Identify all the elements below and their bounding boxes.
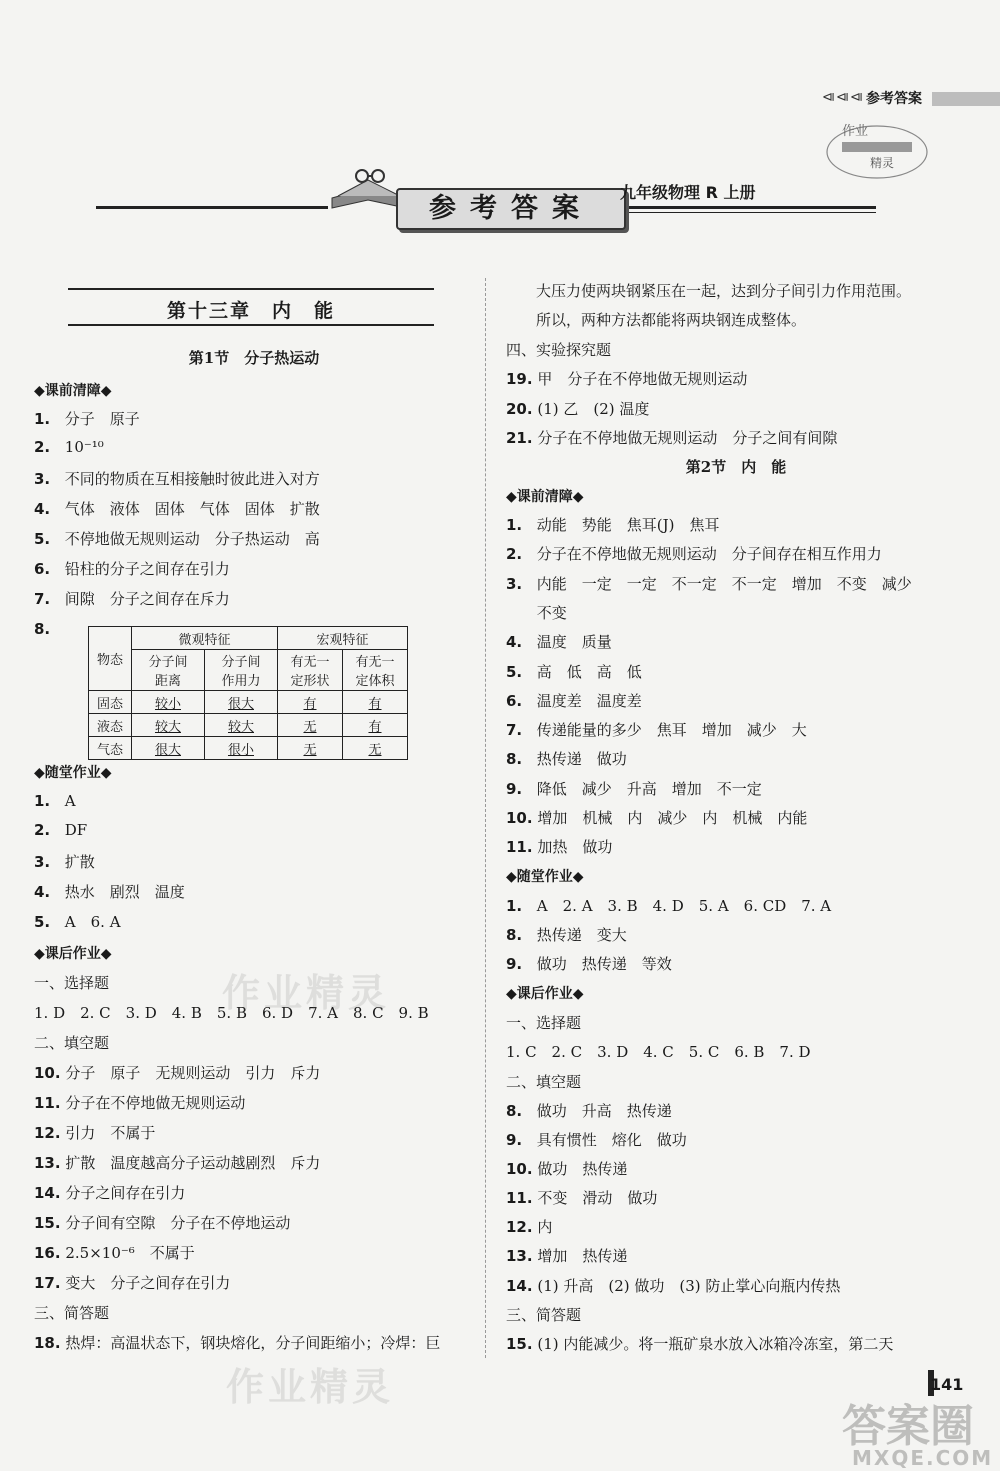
answer-item: 10. 增加 机械 内 减少 内 机械 内能	[506, 809, 808, 827]
answer-item: 12. 引力 不属于	[34, 1124, 156, 1142]
answer-item: 8. 做功 升高 热传递	[506, 1102, 672, 1120]
stamp-text: 作业	[842, 124, 869, 139]
subsection-short: 三、简答题	[506, 1306, 582, 1324]
answer-item: 8.	[34, 620, 51, 638]
answer-item: 6. 温度差 温度差	[506, 692, 642, 710]
subsection-choice: 一、选择题	[506, 1014, 582, 1032]
left-column	[34, 0, 474, 1471]
answer-item: 15. 分子间有空隙 分子在不停地运动	[34, 1214, 291, 1232]
page-title: 参考答案	[396, 188, 626, 230]
continued-text: 所以，两种方法都能将两块钢连成整体。	[536, 311, 807, 329]
choice-answers: 1. C 2. C 3. D 4. C 5. C 6. B 7. D	[506, 1043, 811, 1061]
answer-item: 2. DF	[34, 821, 88, 839]
in-class-heading: ◆随堂作业◆	[34, 765, 112, 781]
answer-item: 13. 扩散 温度越高分子运动越剧烈 斥力	[34, 1154, 321, 1172]
after-class-heading: ◆课后作业◆	[34, 946, 112, 962]
watermark: 作业精灵	[222, 971, 391, 1015]
page-number: 141	[930, 1375, 964, 1394]
table-header: 微观特征	[132, 627, 278, 650]
answer-item: 9. 具有惯性 熔化 做功	[506, 1131, 687, 1149]
answer-item: 8. 热传递 做功	[506, 750, 627, 768]
states-table	[88, 626, 408, 760]
answer-item: 16. 2.5×10⁻⁶ 不属于	[34, 1244, 195, 1262]
answer-item: 9. 降低 减少 升高 增加 不一定	[506, 780, 762, 798]
answer-item: 8. 热传递 变大	[506, 926, 627, 944]
in-class-heading: ◆随堂作业◆	[506, 869, 584, 885]
stamp-text-2: 精灵	[870, 156, 895, 170]
answer-item: 3. 扩散	[34, 853, 95, 871]
choice-answers: 1. D 2. C 3. D 4. B 5. B 6. D 7. A 8. C 9. B	[34, 1004, 429, 1022]
answer-item: 5. A 6. A	[34, 913, 121, 931]
answer-item: 2. 10⁻¹⁰	[34, 438, 104, 456]
grade-label: 九年级物理 R 上册	[620, 183, 756, 202]
answer-item: 10. 做功 热传递	[506, 1160, 628, 1178]
subsection-choice: 一、选择题	[34, 974, 110, 992]
table-header: 有无一 定形状	[278, 650, 343, 691]
table-header: 物态	[89, 627, 132, 691]
watermark: 作业精灵	[226, 1365, 395, 1409]
chapter-title: 第十三章 内 能	[166, 300, 335, 322]
continued-text: 大压力使两块钢紧压在一起，达到分子间引力作用范围。	[536, 282, 912, 300]
answer-item: 11. 分子在不停地做无规则运动	[34, 1094, 246, 1112]
corner-logo	[812, 1380, 1000, 1471]
answer-item: 4. 热水 剧烈 温度	[34, 883, 185, 901]
answer-item: 5. 不停地做无规则运动 分子热运动 高	[34, 530, 320, 548]
after-class-heading: ◆课后作业◆	[506, 986, 584, 1002]
answer-item: 3. 不同的物质在互相接触时彼此进入对方	[34, 470, 320, 488]
corner-logo-url: MXQE.COM	[852, 1446, 994, 1470]
answer-item: 12. 内	[506, 1218, 553, 1236]
pre-class-heading: ◆课前清障◆	[34, 383, 112, 399]
corner-logo-text: 答案圈	[842, 1401, 974, 1452]
answer-item: 2. 分子在不停地做无规则运动 分子间存在相互作用力	[506, 545, 882, 563]
answer-item: 1. A 2. A 3. B 4. D 5. A 6. CD 7. A	[506, 897, 832, 915]
table-header: 分子间 作用力	[205, 650, 278, 691]
subsection-short: 三、简答题	[34, 1304, 110, 1322]
answer-item: 3. 内能 一定 一定 不一定 不一定 增加 不变 减少	[506, 575, 912, 593]
right-column	[506, 0, 966, 1471]
answer-item: 7. 传递能量的多少 焦耳 增加 减少 大	[506, 721, 807, 739]
answer-item: 7. 间隙 分子之间存在斥力	[34, 590, 230, 608]
table-header: 宏观特征	[278, 627, 408, 650]
column-divider	[485, 278, 486, 1358]
answer-item: 19. 甲 分子在不停地做无规则运动	[506, 370, 748, 388]
table-row: 固态 较小 很大 有 有	[89, 691, 408, 714]
answer-item: 不变	[536, 604, 567, 622]
answer-item: 9. 做功 热传递 等效	[506, 955, 672, 973]
header-tab-label: 参考答案	[866, 91, 922, 107]
answer-item: 17. 变大 分子之间存在引力	[34, 1274, 231, 1292]
answer-item: 11. 加热 做功	[506, 838, 613, 856]
answer-item: 13. 增加 热传递	[506, 1247, 628, 1265]
subsection-fill: 二、填空题	[34, 1034, 110, 1052]
answer-item: 20. (1) 乙 (2) 温度	[506, 400, 650, 418]
answer-item: 4. 气体 液体 固体 气体 固体 扩散	[34, 500, 320, 518]
pre-class-heading: ◆课前清障◆	[506, 489, 584, 505]
table-row: 气态 很大 很小 无 无	[89, 737, 408, 760]
arrow-icons: ⧏⧏⧏	[822, 90, 864, 105]
table-header: 有无一 定体积	[343, 650, 408, 691]
answer-item: 6. 铅柱的分子之间存在引力	[34, 560, 230, 578]
subsection-fill: 二、填空题	[506, 1073, 582, 1091]
answer-item: 14. (1) 升高 (2) 做功 (3) 防止掌心向瓶内传热	[506, 1277, 841, 1295]
answer-item: 21. 分子在不停地做无规则运动 分子之间有间隙	[506, 429, 838, 447]
section-title-1: 第1节 分子热运动	[188, 349, 320, 367]
section-title-2: 第2节 内 能	[685, 458, 787, 476]
answer-item: 5. 高 低 高 低	[506, 663, 642, 681]
subsection-experiment: 四、实验探究题	[506, 341, 612, 359]
answer-item: 4. 温度 质量	[506, 633, 612, 651]
answer-item: 15. (1) 内能减少。将一瓶矿泉水放入冰箱冷冻室，第二天	[506, 1335, 894, 1353]
table-row: 液态 较大 较大 无 有	[89, 714, 408, 737]
table-header: 分子间 距离	[132, 650, 205, 691]
answer-item: 11. 不变 滑动 做功	[506, 1189, 658, 1207]
answer-item: 14. 分子之间存在引力	[34, 1184, 186, 1202]
answer-item: 1. 分子 原子	[34, 410, 140, 428]
answer-item: 1. 动能 势能 焦耳(J) 焦耳	[506, 516, 720, 534]
answer-item: 18. 热焊：高温状态下，钢块熔化，分子间距缩小；冷焊：巨	[34, 1334, 441, 1352]
answer-item: 10. 分子 原子 无规则运动 引力 斥力	[34, 1064, 321, 1082]
answer-item: 1. A	[34, 792, 76, 810]
